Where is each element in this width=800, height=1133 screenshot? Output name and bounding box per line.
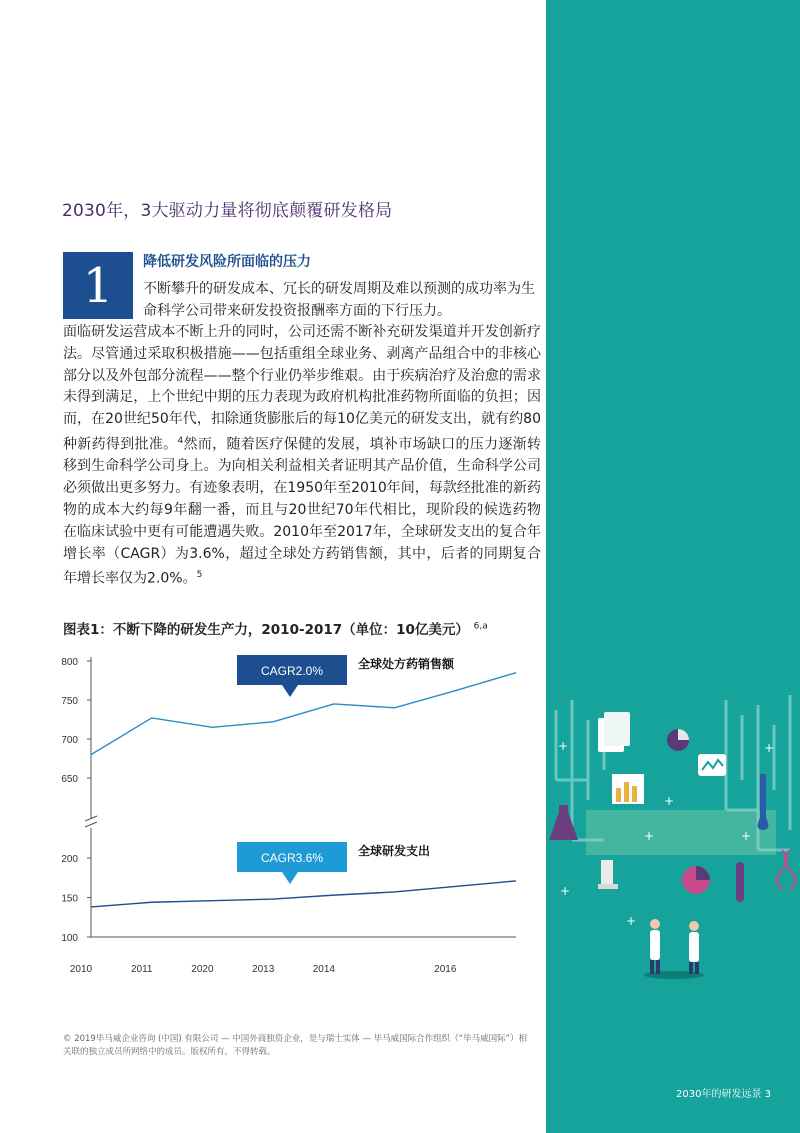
svg-text:+: + <box>560 884 571 898</box>
lab-illustration <box>546 690 800 990</box>
svg-text:+: + <box>764 741 775 755</box>
page-label: 2030年的研发远景 <box>676 1089 762 1100</box>
x-tick-label: 2013 <box>252 964 275 975</box>
y-tick-label: 700 <box>61 735 78 746</box>
y-tick-label: 200 <box>61 854 78 865</box>
y-tick-label: 750 <box>61 696 78 707</box>
body-text-part-a: 面临研发运营成本不断上升的同时，公司还需不断补充研发渠道并开发创新疗法。尽管通过采取积极措施——包括重组全球业务、剥离产品组合中的非核心部分以及外包部分流程——整个行业仍举步维艰。由于疾病治疗及治愈的需求未得到满足，上个世纪中期的压力表现为政府机构批准药物所面临的负担；因而，在20世纪50年代，扣除通货膨胀后的每10亿美元的研发支出，就有约80种新药得到批准。 <box>63 324 541 453</box>
cagr-label: CAGR3.6% <box>260 851 324 865</box>
y-tick-label: 650 <box>61 774 78 785</box>
x-tick-label: 2016 <box>434 964 457 975</box>
section-title: 2030年，3大驱动力量将彻底颠覆研发格局 <box>62 201 393 221</box>
body-paragraph <box>63 322 541 591</box>
figure-title <box>63 618 488 638</box>
series-legend-label: 全球研发支出 <box>358 844 431 858</box>
driver-heading: 降低研发风险所面临的压力 <box>143 254 311 270</box>
series-legend-label: 全球处方药销售额 <box>358 657 455 671</box>
y-tick-label: 800 <box>61 657 78 668</box>
y-tick-label: 150 <box>61 893 78 905</box>
footnote-ref-5: 5 <box>196 570 203 581</box>
series-line-rd-spend <box>91 881 516 907</box>
x-tick-label: 2011 <box>130 964 153 975</box>
driver-lead-text: 不断攀升的研发成本、冗长的研发周期及难以预测的成功率为生命科学公司带来研发投资报酬率方面的下行压力。 <box>143 281 535 319</box>
rd-productivity-chart <box>0 640 546 980</box>
x-tick-label: 2014 <box>312 964 335 975</box>
page-footer <box>676 1085 771 1100</box>
svg-text:+: + <box>664 794 675 808</box>
driver-number-badge: 1 <box>63 252 133 319</box>
cagr-label: CAGR2.0% <box>260 664 324 678</box>
x-tick-label: 2020 <box>191 964 214 975</box>
svg-text:+: + <box>626 914 637 928</box>
figure-ref: 6,a <box>473 621 488 632</box>
x-tick-label: 2010 <box>69 964 93 975</box>
copyright-note: © 2019毕马威企业咨询 (中国) 有限公司 — 中国外商独资企业，是与瑞士实体 — 毕马威国际合作组织（“毕马威国际”）相关联的独立成员所网络中的成员。版权所有，不得转载。 <box>63 1034 527 1057</box>
svg-text:+: + <box>741 829 752 843</box>
footnote-ref-4: 4 <box>177 435 184 446</box>
page-number: 3 <box>764 1089 772 1100</box>
figure-title-text: 图表1：不断下降的研发生产力，2010-2017（单位：10亿美元） <box>63 622 469 638</box>
svg-text:+: + <box>644 829 655 843</box>
body-text-part-b: 然而，随着医疗保健的发展，填补市场缺口的压力逐渐转移到生命科学公司身上。为向相关利益相关者证明其产品价值，生命科学公司必须做出更多努力。有迹象表明，在1950年至2010年间，每款经批准的新药物的成本大约每9年翻一番，而且与20世纪70年代相比，现阶段的候选药物在临床试验中更有可能遭遇失败。2010年至2017年，全球研发支出的复合年增长率（CAGR）为3.6%，超过全球处方药销售额，其中，后者的同期复合年增长率仅为2.0%。 <box>63 436 542 588</box>
svg-text:+: + <box>558 739 569 753</box>
y-tick-label: 100 <box>61 933 78 944</box>
